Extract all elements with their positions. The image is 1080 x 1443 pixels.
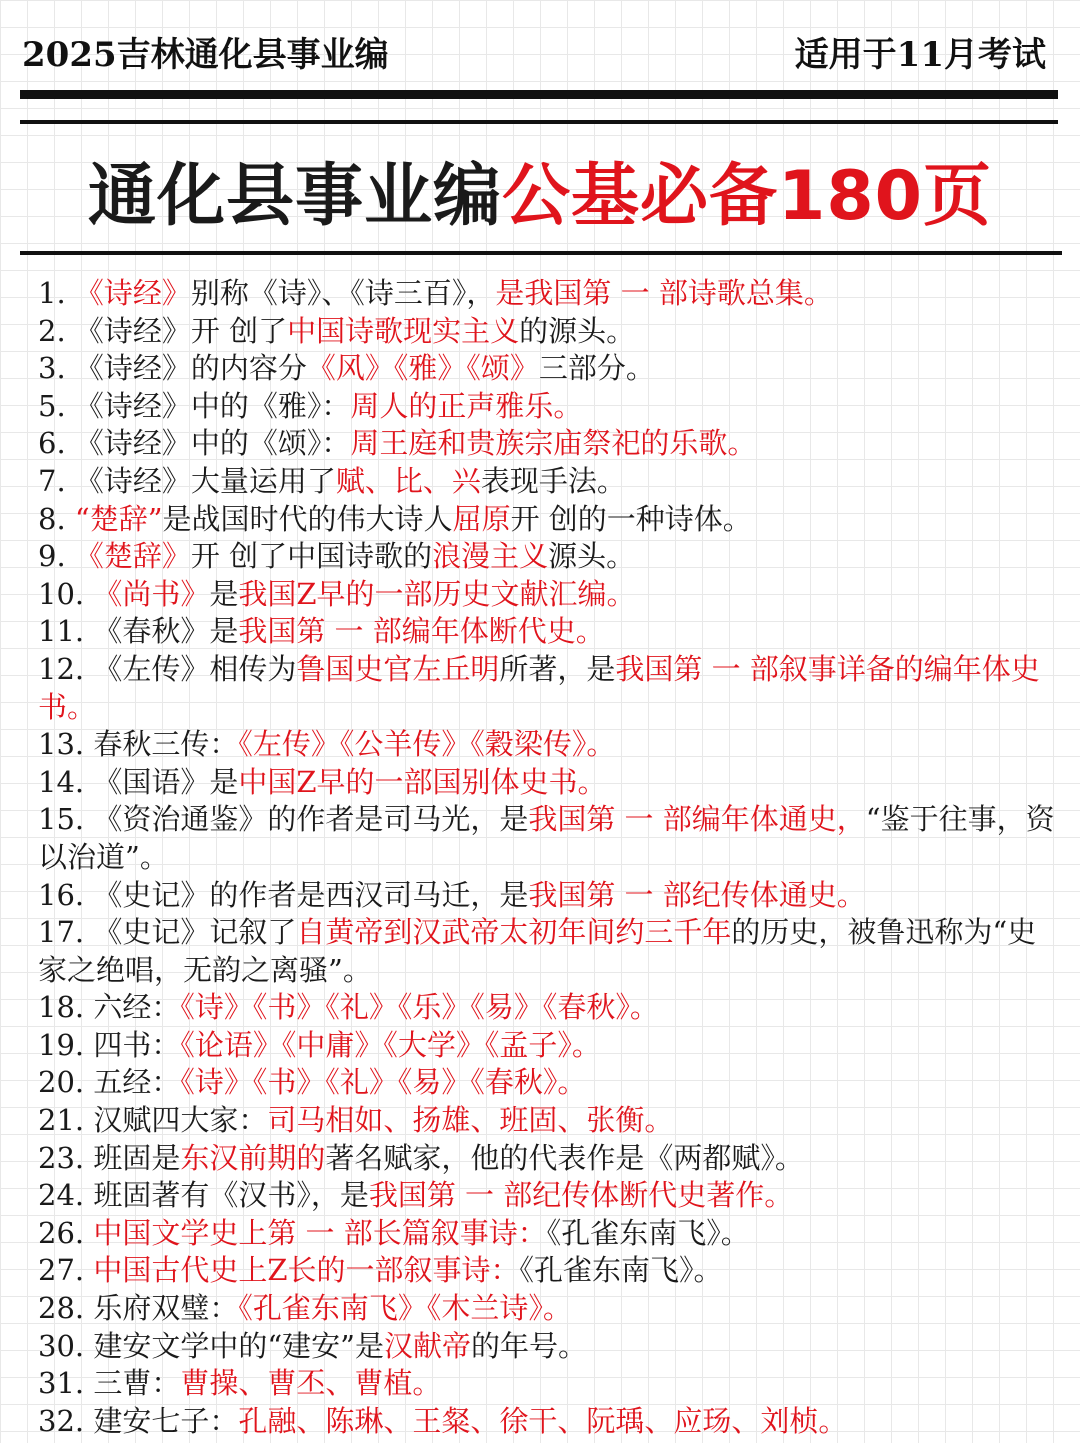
title-bottom-rule: [20, 251, 1062, 255]
title-black-part: 通化县事业编: [88, 157, 503, 236]
item-text: 11. 《春秋》是: [38, 614, 239, 649]
highlight-text: 司马相如、扬雄、班固、张衡。: [267, 1103, 674, 1138]
highlight-text: 是我国第 一 部诗歌总集。: [495, 276, 833, 310]
list-item: [38, 1365, 1060, 1403]
header-thick-rule: [20, 90, 1058, 99]
list-item: [38, 989, 1060, 1027]
list-item: [38, 538, 1060, 576]
item-text: 著名赋家，他的代表作是《两都赋》。: [325, 1140, 804, 1175]
list-item: [38, 1064, 1060, 1102]
highlight-text: 我国Z早的一部历史文献汇编。: [238, 576, 636, 611]
list-item: [38, 350, 1060, 388]
highlight-text: 《孔雀东南飞》《木兰诗》。: [238, 1291, 572, 1326]
item-text: 源头。: [548, 539, 636, 574]
highlight-text: 我国第 一 部纪传体断代史著作。: [368, 1178, 794, 1213]
highlight-text: 屈原: [452, 501, 511, 536]
page-title: [0, 142, 1080, 236]
highlight-text: 《论语》《中庸》《大学》《孟子》。: [180, 1027, 601, 1062]
item-text: 1.: [38, 276, 75, 310]
list-item: [38, 1328, 1060, 1366]
highlight-text: 浪漫主义: [432, 539, 549, 574]
item-text: 是战国时代的伟大诗人: [162, 501, 453, 536]
item-text: 12. 《左传》相传为: [38, 651, 297, 686]
item-text: 开 创了中国诗歌的: [190, 539, 433, 574]
list-item: [38, 1027, 1060, 1065]
highlight-text: 《风》《雅》《颂》: [306, 351, 539, 386]
item-text: 23. 班固是: [38, 1140, 181, 1175]
item-text: 的年号。: [471, 1328, 588, 1363]
item-text: 三部分。: [538, 351, 655, 386]
highlight-text: 中国Z早的一部国别体史书。: [238, 764, 607, 799]
list-item: [38, 1140, 1060, 1178]
item-text: 7. 《诗经》大量运用了: [38, 463, 336, 498]
highlight-text: 自黄帝到汉武帝太初年间约三千年: [296, 915, 732, 950]
item-text: 17. 《史记》记叙了: [38, 915, 297, 950]
highlight-text: 《诗》《书》《礼》《乐》《易》《春秋》。: [180, 990, 659, 1025]
highlight-text: 周王庭和贵族宗庙祭祀的乐歌。: [350, 426, 757, 461]
item-text: 8.: [38, 501, 75, 536]
item-text: 15. 《资治通鉴》的作者是司马光，是: [38, 802, 529, 837]
list-item: [38, 914, 1060, 989]
item-text: 5. 《诗经》中的《雅》：: [38, 388, 351, 423]
list-item: [38, 463, 1060, 501]
item-text: 20. 五经：: [38, 1065, 181, 1100]
highlight-text: 我国第 一 部编年体通史，: [528, 802, 866, 837]
header-right-text: 适用于11月考试: [794, 34, 1046, 75]
list-item: [38, 501, 1060, 539]
list-item: [38, 1215, 1060, 1253]
highlight-text: 《诗》《书》《礼》《易》《春秋》。: [180, 1065, 587, 1100]
highlight-text: 赋、比、兴: [335, 463, 481, 498]
item-text: 开 创的一种诗体。: [510, 501, 752, 536]
highlight-text: 中国诗歌现实主义: [287, 313, 520, 348]
list-item: [38, 1102, 1060, 1140]
knowledge-list: [38, 275, 1060, 1440]
highlight-text: 东汉前期的: [180, 1140, 326, 1175]
item-text: 的历史，被鲁迅称为“史家之绝唱，无韵之离骚”。: [38, 915, 1037, 987]
item-text: 19. 四书：: [38, 1027, 181, 1062]
list-item: [38, 576, 1060, 614]
list-item: [38, 275, 1060, 313]
header-bar: [22, 28, 1046, 74]
list-item: [38, 877, 1060, 915]
item-text: 31. 三曹：: [38, 1366, 181, 1401]
highlight-text: 我国第 一 部叙事详备的编年体史书。: [38, 651, 1040, 724]
list-item: [38, 1252, 1060, 1290]
header-left-text: 2025吉林通化县事业编: [22, 34, 389, 75]
item-text: 所著，是: [499, 651, 616, 686]
item-text: 6. 《诗经》中的《颂》：: [38, 426, 351, 461]
item-text: 别称《诗》、《诗三百》，: [190, 276, 496, 310]
item-text: 18. 六经：: [38, 990, 181, 1025]
item-text: 是: [209, 576, 239, 611]
highlight-text: 《尚书》: [93, 576, 210, 611]
highlight-text: 中国文学史上第 一 部长篇叙事诗：: [93, 1215, 547, 1250]
list-item: [38, 726, 1060, 764]
highlight-text: 周人的正声雅乐。: [350, 388, 583, 423]
item-text: 24. 班固著有《汉书》，是: [38, 1178, 369, 1213]
highlight-text: 曹操、曹丕、曹植。: [180, 1366, 442, 1401]
item-text: 26.: [38, 1215, 94, 1250]
title-red-part: 公基必备180页: [502, 157, 992, 236]
item-text: 表现手法。: [480, 463, 626, 498]
item-text: 21. 汉赋四大家：: [38, 1103, 268, 1138]
item-text: 32. 建安七子：: [38, 1403, 239, 1438]
item-text: 16. 《史记》的作者是西汉司马迁，是: [38, 877, 529, 912]
highlight-text: 《诗经》: [74, 276, 191, 310]
item-text: 2. 《诗经》开 创了: [38, 313, 288, 348]
highlight-text: 汉献帝: [384, 1328, 472, 1363]
highlight-text: 孔融、陈琳、王粲、徐干、阮瑀、应玚、刘桢。: [238, 1403, 848, 1438]
list-item: [38, 613, 1060, 651]
list-item: [38, 801, 1060, 876]
item-text: 3. 《诗经》的内容分: [38, 351, 307, 386]
list-item: [38, 651, 1060, 726]
list-item: [38, 313, 1060, 351]
highlight-text: 我国第 一 部纪传体通史。: [528, 877, 866, 912]
list-item: [38, 1290, 1060, 1328]
highlight-text: “楚辞”: [74, 501, 163, 536]
header-thin-rule: [20, 120, 1058, 124]
list-item: [38, 425, 1060, 463]
item-text: 28. 乐府双璧：: [38, 1291, 239, 1326]
highlight-text: 《楚辞》: [74, 539, 191, 574]
item-text: 9.: [38, 539, 75, 574]
item-text: 《孔雀东南飞》。: [519, 1253, 723, 1288]
item-text: 30. 建安文学中的“建安”是: [38, 1328, 384, 1363]
item-text: “鉴于往事，资以治道”。: [38, 802, 1055, 874]
list-item: [38, 388, 1060, 426]
list-item: [38, 764, 1060, 802]
highlight-text: 我国第 一 部编年体断代史。: [238, 614, 605, 649]
highlight-text: 鲁国史官左丘明: [296, 651, 500, 686]
list-item: [38, 1403, 1060, 1441]
item-text: 13. 春秋三传：: [38, 727, 239, 762]
item-text: 《孔雀东南飞》。: [546, 1215, 750, 1250]
item-text: 10.: [38, 576, 94, 611]
highlight-text: 中国古代史上Z长的一部叙事诗：: [93, 1253, 520, 1288]
list-item: [38, 1177, 1060, 1215]
item-text: 14. 《国语》是: [38, 764, 239, 799]
highlight-text: 《左传》《公羊传》《穀梁传》。: [238, 727, 616, 762]
item-text: 的源头。: [519, 313, 636, 348]
item-text: 27.: [38, 1253, 94, 1288]
